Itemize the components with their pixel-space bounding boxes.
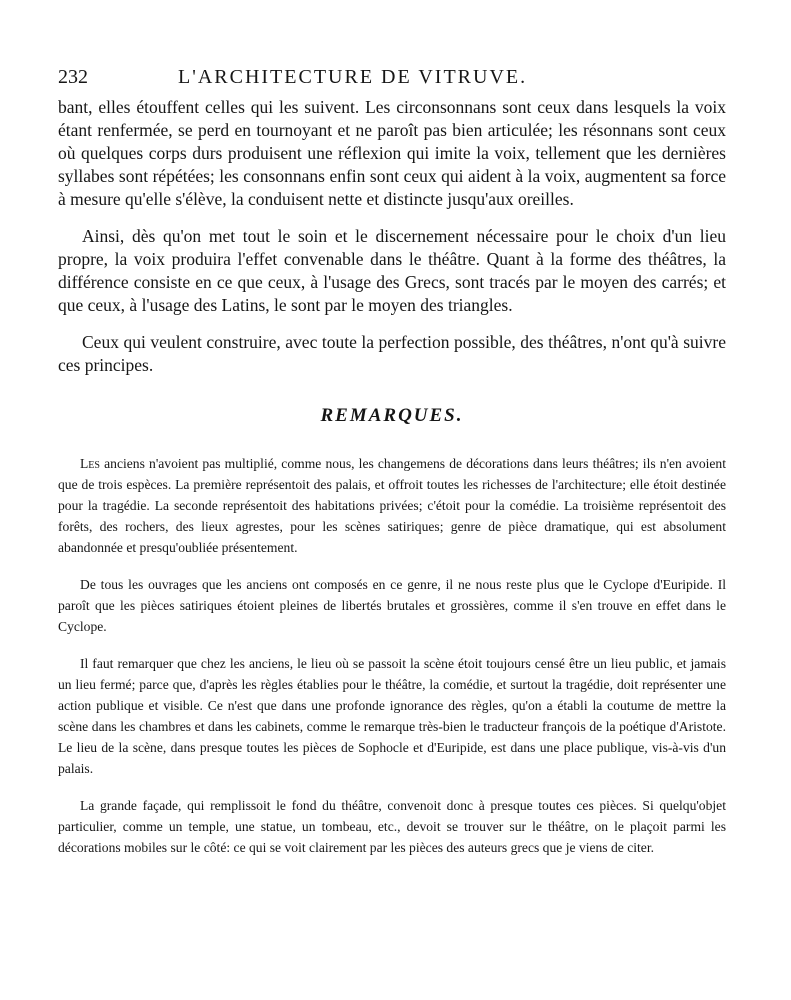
running-head: L'ARCHITECTURE DE VITRUVE. xyxy=(178,66,528,88)
page-number: 232 xyxy=(58,66,88,88)
remarques-heading: REMARQUES. xyxy=(320,405,464,426)
paragraph-ainsi: Ainsi, dès qu'on met tout le soin et le discernement nécessaire pour le choix d'un lieu propre, la voix produira l'effet convenable dans le théâtre. Quant à la forme des théâtres, la différence consiste en ce que ceux, à l'usage des Grecs, sont tracés par le moyen des carrés; et que ceux, à l'usage des Latins, le sont par le moyen des triangles. xyxy=(58,226,726,315)
page-header xyxy=(58,60,726,96)
page xyxy=(58,60,726,874)
remarque-paragraph-3: Il faut remarquer que chez les anciens, le lieu où se passoit la scène étoit toujours censé être un lieu public, et jamais un lieu fermé; parce que, d'après les règles établies pour le théâtre, la comédie, et surtout la tragédie, doit représenter une action publique et visible. Ce n'est que dans une profonde ignorance des règles, qu'on a établi la coutume de mettre la scène dans les chambres et dans les cabinets, comme le remarque très-bien le traducteur françois de la poétique d'Aristote. Le lieu de la scène, dans presque toutes les pièces de Sophocle et d'Euripide, est dans une place publique, vis-à-vis d'un palais. xyxy=(58,656,726,776)
remarque-paragraph-2: De tous les ouvrages que les anciens ont composés en ce genre, il ne nous reste plus que le Cyclope d'Euripide. Il paroît que les pièces satiriques étoient pleines de libertés brutales et grossières, comme il s'en trouve en effet dans le Cyclope. xyxy=(58,577,726,634)
remarques-section xyxy=(58,453,726,858)
paragraph-ceux: Ceux qui veulent construire, avec toute la perfection possible, des théâtres, n'ont qu'à suivre ces principes. xyxy=(58,332,726,375)
remarque-text-1: anciens n'avoient pas multiplié, comme nous, les changemens de décorations dans leurs théâtres; ils n'en avoient que de trois espèces. La première représentoit des palais, et offroit toutes les richesses de l'architecture; elle étoit destinée pour la tragédie. La seconde représentoit des habitations privées; c'étoit pour la comédie. La troisième représentoit des forêts, des rochers, des lieux agrestes, pour les scènes satiriques; genre de pièce dramatique, qui est absolument abandonnée et presqu'oubliée présentement. xyxy=(58,456,726,555)
remarque-paragraph-4: La grande façade, qui remplissoit le fond du théâtre, convenoit donc à presque toutes ces pièces. Si quelqu'objet particulier, comme un temple, une statue, un tombeau, etc., devoit se trouver sur le théâtre, on le plaçoit parmi les décorations mobiles sur le côté: ce qui se voit clairement par les pièces des auteurs grecs que je viens de citer. xyxy=(58,798,726,855)
main-text xyxy=(58,96,726,377)
paragraph-continued: bant, elles étouffent celles qui les suivent. Les circonsonnans sont ceux dans lesquels la voix étant renfermée, se perd en tournoyant et ne paroît pas bien articulée; les résonnans sont ceux où quelques corps durs produisent une réflexion qui imite la voix, tellement que les dernières syllabes sont répétées; les consonnans enfin sont ceux qui aident à la voix, augmentent sa force à mesure qu'elle s'élève, la conduisent nette et distincte jusqu'aux oreilles. xyxy=(58,97,726,209)
lead-word: Les xyxy=(80,456,100,471)
remarque-paragraph-1 xyxy=(58,453,726,558)
